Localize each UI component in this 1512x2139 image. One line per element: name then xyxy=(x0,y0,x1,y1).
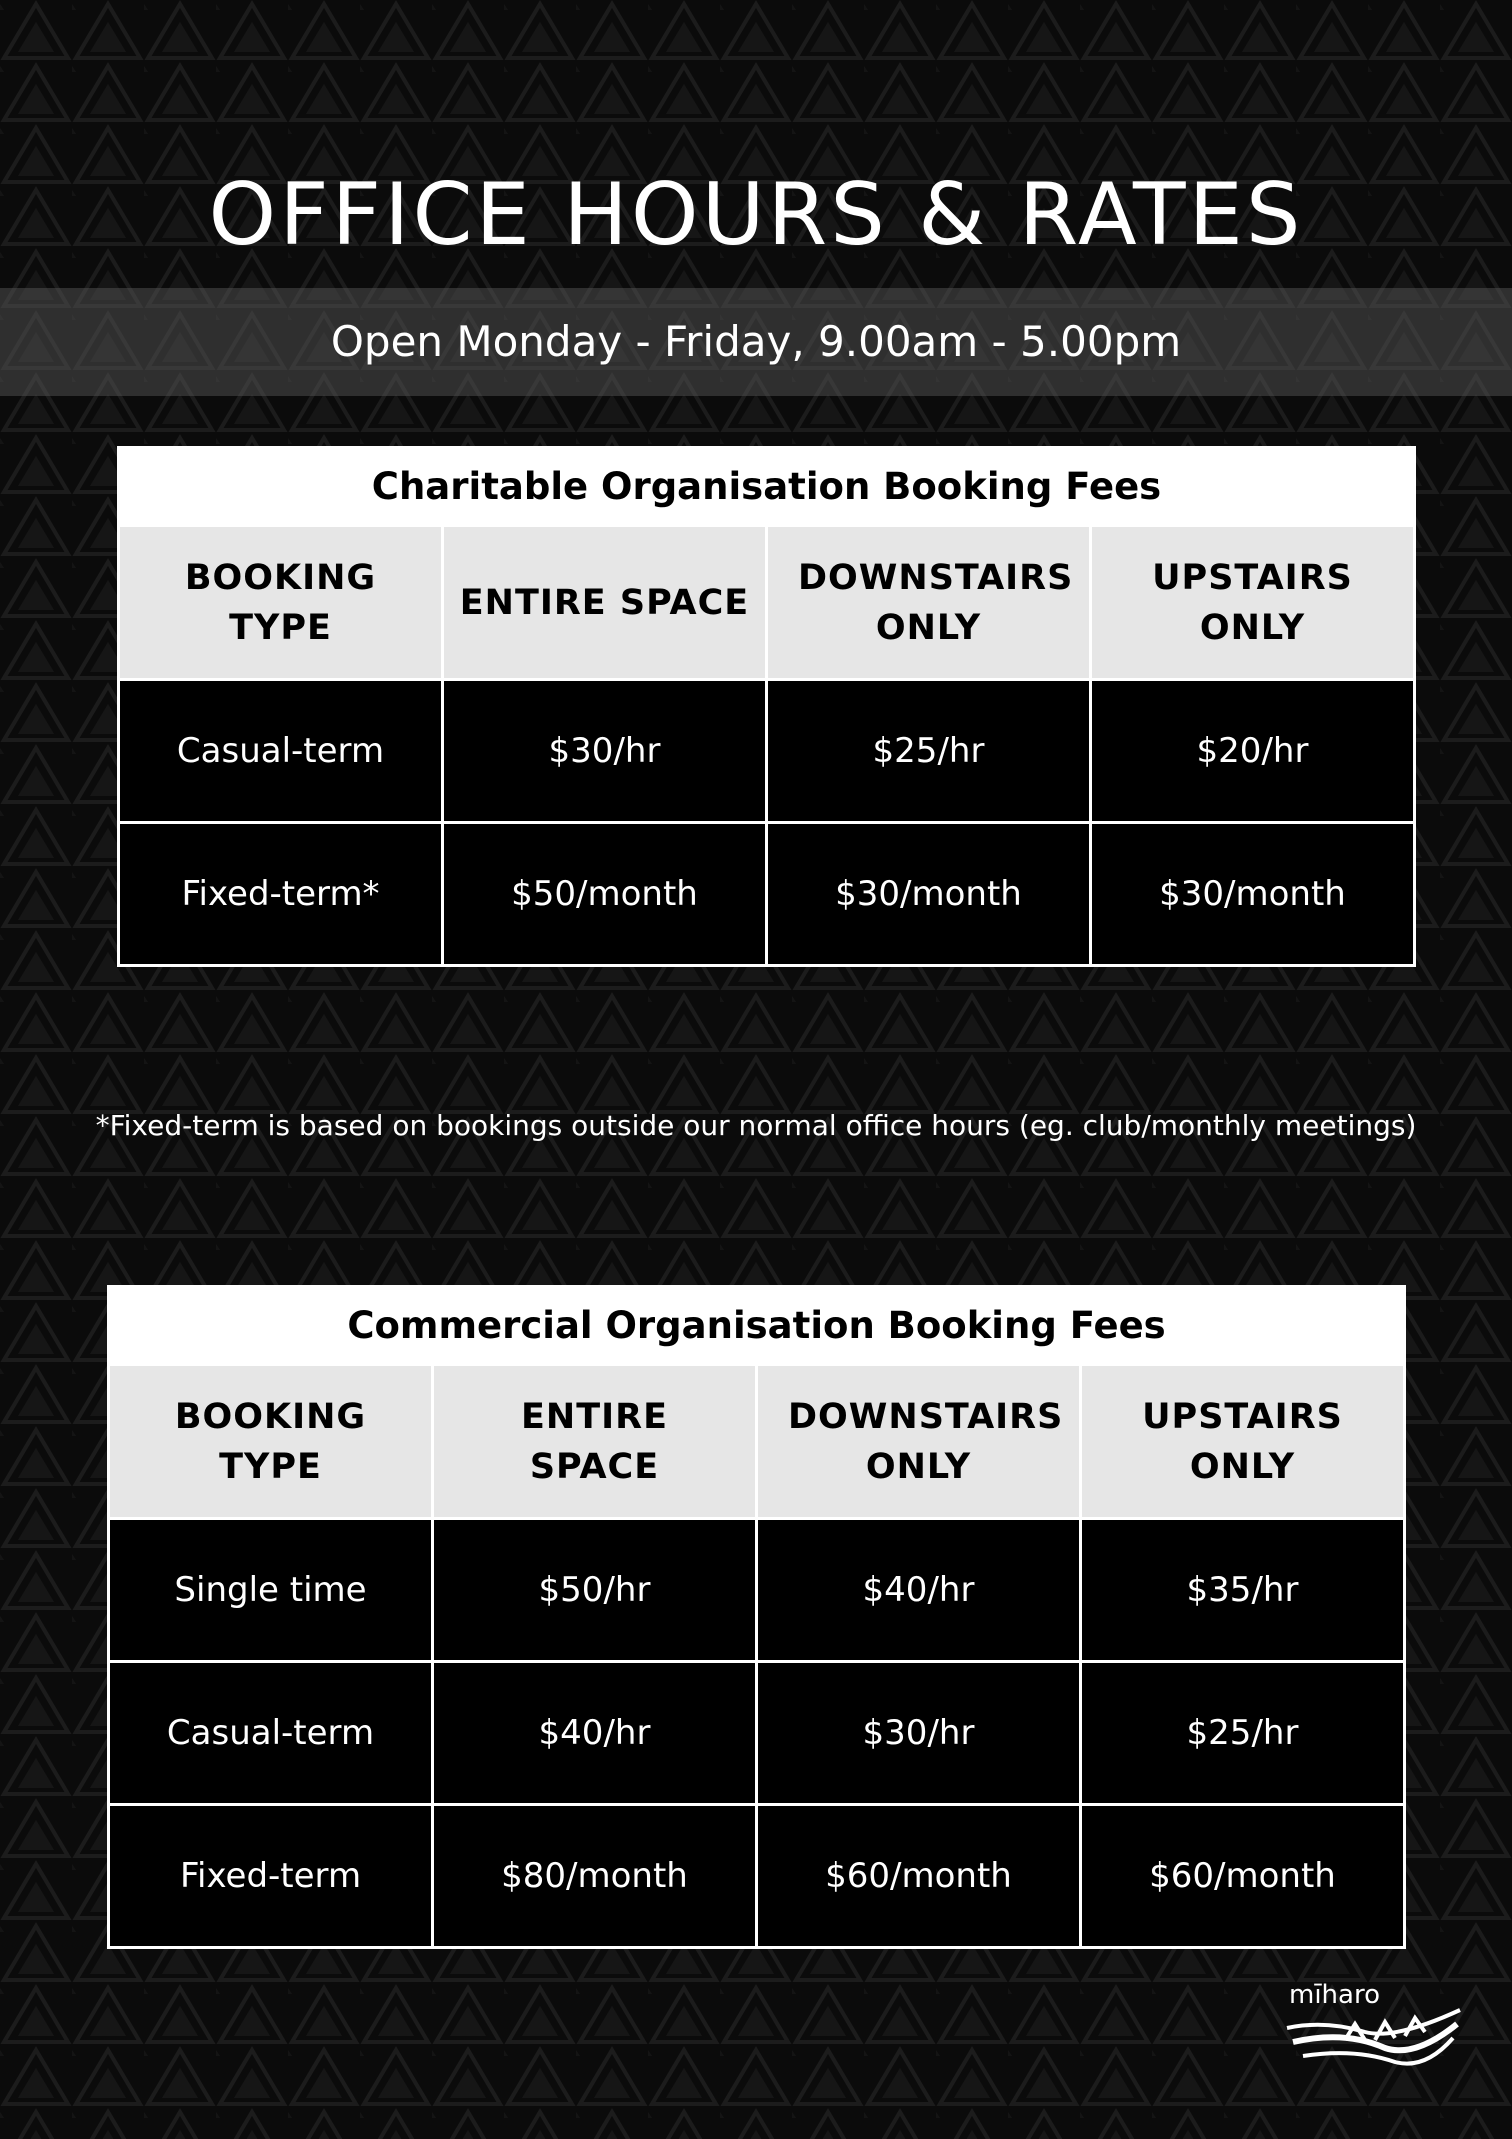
rate-cell: $80/month xyxy=(433,1805,757,1948)
row-label-casual-term: Casual-term xyxy=(119,680,443,823)
rate-cell: $40/hr xyxy=(433,1662,757,1805)
rate-cell: $30/hr xyxy=(443,680,767,823)
table-row xyxy=(109,1519,1405,1662)
rate-cell: $60/month xyxy=(757,1805,1081,1948)
rate-cell: $25/hr xyxy=(1081,1662,1405,1805)
row-label-casual-term: Casual-term xyxy=(109,1662,433,1805)
rate-cell: $30/hr xyxy=(757,1662,1081,1805)
rate-cell: $30/month xyxy=(767,823,1091,966)
header-downstairs-only: DOWNSTAIRS ONLY xyxy=(767,526,1091,680)
commercial-table-caption: Commercial Organisation Booking Fees xyxy=(109,1287,1405,1365)
header-entire-space: ENTIRE SPACE xyxy=(433,1365,757,1519)
table-row xyxy=(109,1805,1405,1948)
rate-cell: $25/hr xyxy=(767,680,1091,823)
rate-cell: $35/hr xyxy=(1081,1519,1405,1662)
row-label-single-time: Single time xyxy=(109,1519,433,1662)
charitable-table-caption: Charitable Organisation Booking Fees xyxy=(119,448,1415,526)
table-row xyxy=(119,823,1415,966)
header-entire-space: ENTIRE SPACE xyxy=(443,526,767,680)
header-upstairs-only: UPSTAIRS ONLY xyxy=(1081,1365,1405,1519)
miharo-wave-logo-icon xyxy=(1285,1980,1465,2080)
office-hours-text: Open Monday - Friday, 9.00am - 5.00pm xyxy=(330,317,1182,366)
header-downstairs-only: DOWNSTAIRS ONLY xyxy=(757,1365,1081,1519)
row-label-fixed-term: Fixed-term* xyxy=(119,823,443,966)
fixed-term-footnote: *Fixed-term is based on bookings outside our normal office hours (eg. club/monthly meetings) xyxy=(95,1109,1417,1142)
logo-text: mīharo xyxy=(1289,1980,1380,2010)
header-booking-type: BOOKING TYPE xyxy=(109,1365,433,1519)
commercial-fees-table xyxy=(107,1285,1406,1949)
rate-cell: $20/hr xyxy=(1091,680,1415,823)
rate-cell: $40/hr xyxy=(757,1519,1081,1662)
charitable-fees-table xyxy=(117,446,1416,967)
table-row xyxy=(119,680,1415,823)
table-row xyxy=(109,1662,1405,1805)
rate-cell: $50/hr xyxy=(433,1519,757,1662)
rate-cell: $30/month xyxy=(1091,823,1415,966)
header-upstairs-only: UPSTAIRS ONLY xyxy=(1091,526,1415,680)
header-booking-type: BOOKING TYPE xyxy=(119,526,443,680)
miharo-logo xyxy=(1285,1980,1465,2080)
rate-cell: $60/month xyxy=(1081,1805,1405,1948)
rate-cell: $50/month xyxy=(443,823,767,966)
page-title: OFFICE HOURS & RATES xyxy=(208,165,1304,265)
row-label-fixed-term: Fixed-term xyxy=(109,1805,433,1948)
